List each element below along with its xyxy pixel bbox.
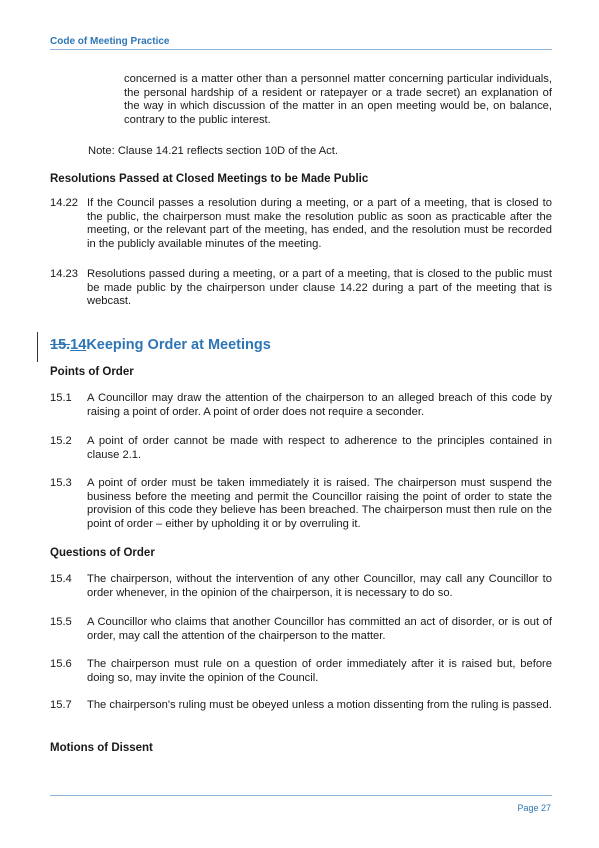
clause-text: A point of order cannot be made with respect to adherence to the principles contained in clause 2.1. (87, 435, 552, 461)
clause-text: Resolutions passed during a meeting, or a part of a meeting, that is closed to the public must be made public by the chairperson under clause 14.22 during a part of the meeting that is webcast. (87, 268, 552, 308)
clause-number: 14.23 (50, 268, 78, 280)
note-text: Note: Clause 14.21 reflects section 10D of the Act. (88, 145, 338, 157)
clause-number: 15.7 (50, 699, 72, 711)
clause-text: The chairperson's ruling must be obeyed unless a motion dissenting from the ruling is passed. (87, 699, 552, 711)
points-of-order-heading: Points of Order (50, 366, 134, 378)
document-header-title: Code of Meeting Practice (50, 36, 170, 47)
clause-number: 15.3 (50, 477, 72, 489)
continued-paragraph: concerned is a matter other than a personnel matter concerning particular individuals, the personal hardship of a resident or ratepayer or a trade secret) an explanation of the way in which discussion of the matter in an open meeting would be, on balance, contrary to the public interest. (124, 73, 552, 126)
clause-number: 15.1 (50, 392, 72, 404)
clause-number: 15.2 (50, 435, 72, 447)
footer-divider (50, 795, 552, 796)
inserted-section-number: 14 (70, 337, 87, 353)
deleted-section-number: 15. (50, 337, 71, 353)
clause-text: If the Council passes a resolution during a meeting, or a part of a meeting, that is closed to the public, the chairperson must make the resolution public as soon as practicable after the meeting, or the relevant part of the meeting, has ended, and the resolution must be recorded in the publicly available minutes of the meeting. (87, 197, 552, 250)
clause-number: 15.6 (50, 658, 72, 670)
closed-meetings-heading: Resolutions Passed at Closed Meetings to be Made Public (50, 173, 369, 185)
section-heading (50, 337, 271, 353)
clause-text: A point of order must be taken immediately it is raised. The chairperson must suspend the business before the meeting and permit the Councillor raising the point of order to state the provision of this code they believe has been breached. The chairperson must then rule on the point of order – either by upholding it or by overruling it. (87, 477, 552, 530)
motions-of-dissent-heading: Motions of Dissent (50, 742, 153, 754)
header-divider (50, 49, 552, 50)
clause-text: A Councillor who claims that another Councillor has committed an act of disorder, or is out of order, may call the attention of the chairperson to the matter. (87, 616, 552, 642)
clause-number: 14.22 (50, 197, 78, 209)
questions-of-order-heading: Questions of Order (50, 547, 155, 559)
clause-text: The chairperson, without the intervention of any other Councillor, may call any Councillor to order whenever, in the opinion of the chairperson, it is necessary to do so. (87, 573, 552, 599)
clause-number: 15.4 (50, 573, 72, 585)
clause-text: The chairperson must rule on a question of order immediately after it is raised but, before doing so, may invite the opinion of the Council. (87, 658, 552, 684)
section-title: Keeping Order at Meetings (86, 337, 271, 353)
clause-number: 15.5 (50, 616, 72, 628)
page-number: Page 27 (517, 803, 551, 813)
clause-text: A Councillor may draw the attention of the chairperson to an alleged breach of this code by raising a point of order. A point of order does not require a seconder. (87, 392, 552, 418)
revision-change-bar (37, 332, 38, 362)
